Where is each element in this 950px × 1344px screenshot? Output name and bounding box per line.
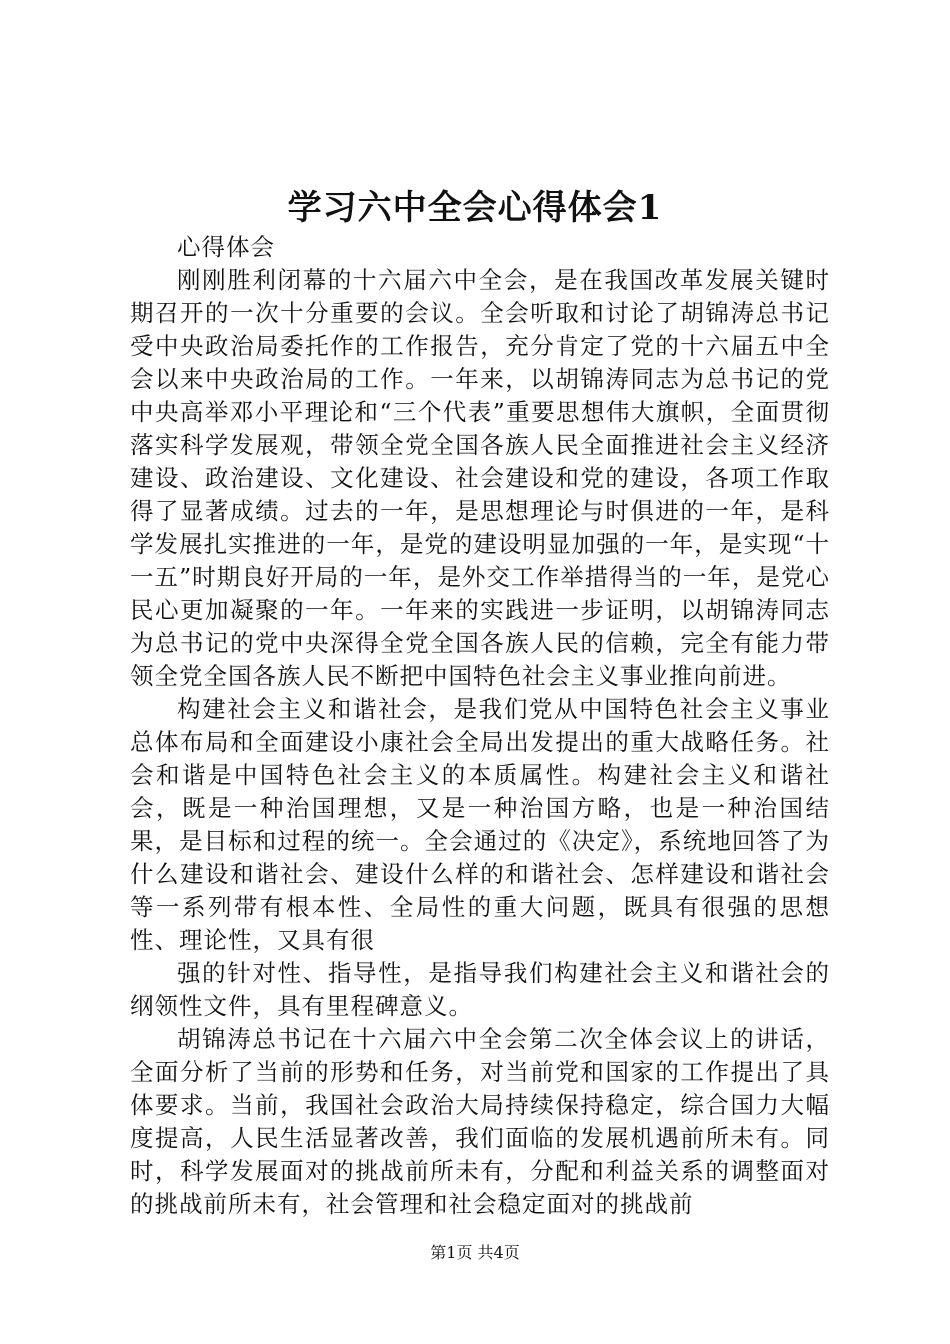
paragraph: 胡锦涛总书记在十六届六中全会第二次全体会议上的讲话，全面分析了当前的形势和任务，对当前党和国家的工作提出了具体要求。当前，我国社会政治大局持续保持稳定，综合国力大幅度提高，人民生活显著改善，我们面临的发展机遇前所未有。同时，科学发展面对的挑战前所未有，分配和利益关系的调整面对的挑战前所未有，社会管理和社会稳定面对的挑战前 — [130, 1025, 830, 1218]
document-title: 学习六中全会心得体会1 — [287, 188, 663, 228]
paragraph: 强的针对性、指导性，是指导我们构建社会主义和谐社会的纲领性文件，具有里程碑意义。 — [130, 959, 830, 1020]
paragraph: 刚刚胜利闭幕的十六届六中全会，是在我国改革发展关键时期召开的一次十分重要的会议。全会听取和讨论了胡锦涛总书记受中央政治局委托作的工作报告，充分肯定了党的十六届五中全会以来中央政治局的工作。一年来，以胡锦涛同志为总书记的党中央高举邓小平理论和“三个代表”重要思想伟大旗帜，全面贯彻落实科学发展观，带领全党全国各族人民全面推进社会主义经济建设、政治建设、文化建设、社会建设和党的建设，各项工作取得了显著成绩。过去的一年，是思想理论与时俱进的一年，是科学发展扎实推进的一年，是党的建设明显加强的一年，是实现“十一五”时期良好开局的一年，是外交工作举措得当的一年，是党心民心更加凝聚的一年。一年来的实践进一步证明，以胡锦涛同志为总书记的党中央深得全党全国各族人民的信赖，完全有能力带领全党全国各族人民不断把中国特色社会主义事业推向前进。 — [130, 266, 830, 690]
paragraph-heading: 心得体会 — [177, 233, 275, 261]
paragraph: 构建社会主义和谐社会，是我们党从中国特色社会主义事业总体布局和全面建设小康社会全局出发提出的重大战略任务。社会和谐是中国特色社会主义的本质属性。构建社会主义和谐社会，既是一种治国理想，又是一种治国方略，也是一种治国结果，是目标和过程的统一。全会通过的《决定》，系统地回答了为什么建设和谐社会、建设什么样的和谐社会、怎样建设和谐社会等一系列带有根本性、全局性的重大问题，既具有很强的思想性、理论性，又具有很 — [130, 695, 830, 954]
document-body — [130, 231, 830, 1221]
page-number-footer: 第1页 共4页 — [430, 1243, 520, 1262]
